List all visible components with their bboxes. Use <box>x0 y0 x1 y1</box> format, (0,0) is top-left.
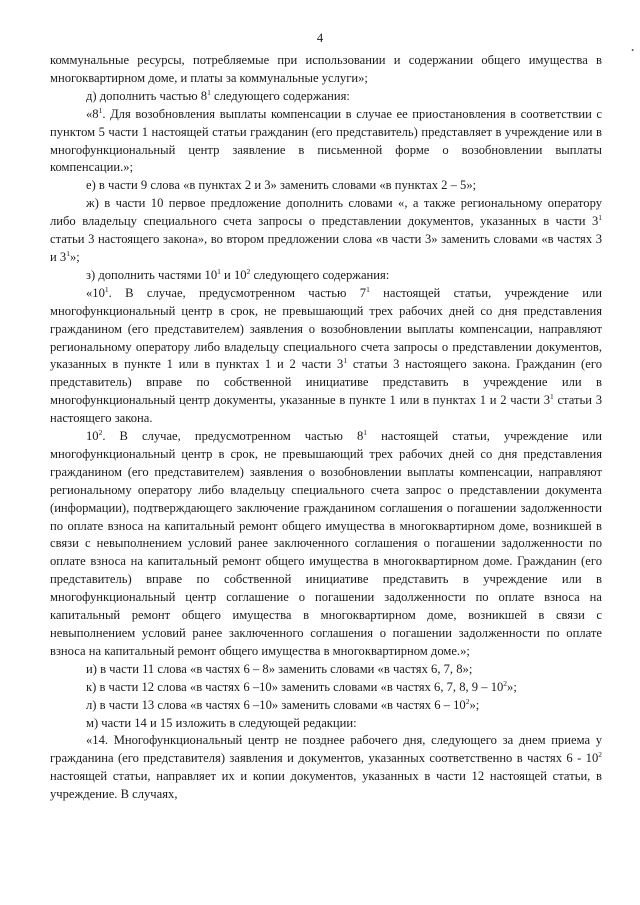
paragraph-text: настоящей статьи, учреждение или многофункциональный центр в срок, не превышающий трех рабочих дней со дня представления гражданином (его представителем) заявления о возобновлении выплаты компенсации, направляют региональному оператору либо владельцу специального счета запросы о представлении документов, указанных в пункте 1 или в пунктах 1 и 2 части 3 <box>50 285 602 372</box>
paragraph <box>50 267 602 285</box>
paragraph-text: е) в части 9 слова «в пунктах 2 и 3» заменить словами «в пунктах 2 – 5»; <box>86 178 477 193</box>
superscript-index: 2 <box>465 696 470 706</box>
paragraph-text: . Для возобновления выплаты компенсации в случае ее приостановления в соответствии с пунктом 5 части 1 настоящей статьи гражданин (его представитель) представляет в учреждение или в многофункциональный центр заявление в письменной форме о возобновлении выплаты компенсации.»; <box>50 106 602 175</box>
paragraph <box>50 715 602 733</box>
paragraph-text: м) части 14 и 15 изложить в следующей редакции: <box>86 715 357 730</box>
paragraph-text: и) в части 11 слова «в частях 6 – 8» заменить словами «в частях 6, 7, 8»; <box>86 661 473 676</box>
superscript-index: 2 <box>598 750 602 760</box>
paragraph-text: настоящей статьи, направляет их и копии документов, указанных в части 12 настоящей статьи, в учреждение. В случаях, <box>50 769 602 802</box>
paragraph <box>50 195 602 267</box>
superscript-index: 1 <box>104 284 109 294</box>
paragraph-text: з) дополнить частями 10 <box>86 267 218 282</box>
paragraph-text: и 10 <box>220 267 247 282</box>
paragraph-text: следующего содержания: <box>250 267 390 282</box>
paragraph-text: . В случае, предусмотренном частью 7 <box>108 285 367 300</box>
paragraph <box>50 697 602 715</box>
corner-mark: • <box>631 46 634 55</box>
superscript-index: 1 <box>343 356 348 366</box>
paragraph <box>50 428 602 661</box>
superscript-index: 1 <box>207 87 211 97</box>
paragraph-text: к) в части 12 слова «в частях 6 –10» заменить словами «в частях 6, 7, 8, 9 – 10 <box>86 679 504 694</box>
paragraph-text: статьи 3 настоящего закона. <box>50 393 602 426</box>
superscript-index: 2 <box>98 428 103 438</box>
paragraph-text: »; <box>69 249 80 264</box>
paragraph-text: 10 <box>86 429 99 444</box>
paragraph-text: следующего содержания: <box>210 88 350 103</box>
superscript-index: 2 <box>503 678 508 688</box>
paragraph-text: »; <box>507 679 517 694</box>
paragraph-text: настоящей статьи, учреждение или многофункциональный центр в срок, не превышающий трех рабочих дней со дня представления гражданином (его представителем) заявления о возобновлении выплаты компенсации, направляют региональному оператору либо владельцу специального счета запрос о представлении документа (информации), подтверждающего заключение гражданином соглашения о погашении задолженности по оплате взноса на капитальный ремонт общего имущества в многоквартирном доме, возникшей в связи с невыполнением условий ранее заключенного соглашения о погашении задолженности по оплате взноса на капитальный ремонт общего имущества в многоквартирном доме. Гражданин (его представитель) вправе по собственной инициативе представить в учреждение или в многофункциональный центр соглашение о погашении задолженности по оплате взноса на капитальный ремонт общего имущества в многоквартирном доме, возникшей в связи с невыполнением условий ранее заключенного соглашения о погашении задолженности по оплате взноса на капитальный ремонт общего имущества в многоквартирном доме.»; <box>50 429 603 658</box>
paragraph <box>50 285 602 428</box>
superscript-index: 1 <box>98 105 103 115</box>
paragraph-text: «10 <box>86 285 105 300</box>
paragraph-text: «8 <box>86 106 99 121</box>
paragraph-text: д) дополнить частью 8 <box>86 88 208 103</box>
document-page <box>50 52 602 804</box>
superscript-index: 2 <box>246 266 251 276</box>
paragraph <box>50 177 602 195</box>
paragraph <box>50 52 602 88</box>
superscript-index: 1 <box>366 284 370 294</box>
paragraph <box>50 106 602 178</box>
superscript-index: 1 <box>598 213 602 223</box>
superscript-index: 1 <box>217 266 221 276</box>
superscript-index: 1 <box>66 248 70 258</box>
paragraph <box>50 732 602 804</box>
paragraph-text: ж) в части 10 первое предложение дополнить словами «, а также региональному оператору либо владельцу специального счета запросы о представлении документов, указанных в части 3 <box>50 196 602 229</box>
paragraph-text: »; <box>469 697 480 712</box>
page-number: 4 <box>316 31 324 45</box>
paragraph-text: «14. Многофункциональный центр не позднее рабочего дня, следующего за днем приема у гражданина (его представителя) заявления и документов, указанных соответственно в частях 6 - 10 <box>50 733 602 766</box>
paragraph <box>50 88 602 106</box>
paragraph-text: статьи 3 настоящего закона. Гражданин (его представитель) вправе по собственной инициативе представить в учреждение или в многофункциональный центр документы, указанные в пункте 1 или в пунктах 1 и 2 части 3 <box>50 357 602 408</box>
paragraph-text: л) в части 13 слова «в частях 6 –10» заменить словами «в частях 6 – 10 <box>86 697 466 712</box>
superscript-index: 1 <box>550 392 554 402</box>
paragraph <box>50 679 602 697</box>
paragraph-text: коммунальные ресурсы, потребляемые при использовании и содержании общего имущества в многоквартирном доме, и платы за коммунальные услуги»; <box>50 53 602 85</box>
paragraph <box>50 661 602 679</box>
paragraph-text: . В случае, предусмотренном частью 8 <box>102 429 364 444</box>
paragraph-text: статьи 3 настоящего закона», во втором предложении слова «в части 3» заменить словами «в частях 3 и 3 <box>50 232 602 264</box>
superscript-index: 1 <box>363 428 368 438</box>
